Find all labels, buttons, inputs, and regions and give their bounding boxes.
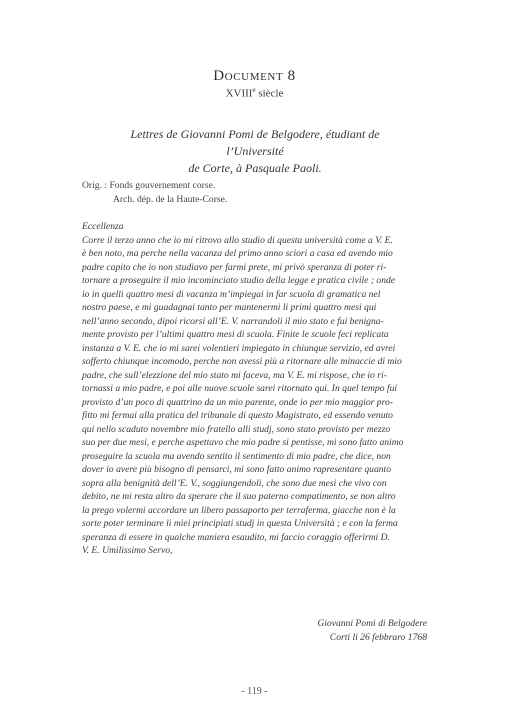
letter-line: è ben noto, ma perche nella vacanza del primo anno sciori a casa ed avendo mio <box>82 248 393 259</box>
letter-line: suo per due mesi, e perche aspettavo che mio padre si pentisse, mi sono fatto animo <box>82 437 404 448</box>
letter-line: debito, ne mi resta altro da sperare che il suo paterno compatimento, se non altro <box>82 491 396 502</box>
letter-line: padre capito che io non studiavo per farmi prete, mi privò speranza di poter ri- <box>82 261 387 273</box>
letter-line: mente provisto per l’ultimi quattro mesi di scuola. Finite le scuole feci replicata <box>82 329 389 340</box>
origin-line-2: Arch. dép. de la Haute-Corse. <box>113 193 228 205</box>
letter-line: proseguire la scuola ma avendo sentito il sentimento di mio padre, che dice, non <box>82 450 391 462</box>
letter-heading <box>110 126 400 177</box>
page-number: - 119 - <box>241 686 268 697</box>
century-label <box>0 86 509 100</box>
letter-body <box>82 220 428 558</box>
letter-line: speranza di essere in qualche maniera esaudito, mi faccio coraggio offerirmi D. <box>82 531 390 543</box>
letter-line: V. E. Umilissimo Servo, <box>82 545 173 556</box>
heading-line-1: Lettres de Giovanni Pomi de Belgodere, étudiant de l’Université <box>130 127 380 158</box>
letter-line: qui nello scaduto novembre mio fratello alli studj, sono stato provisto per mezzo <box>82 423 391 435</box>
origin-line-1: Orig. : Fonds gouvernement corse. <box>82 180 216 191</box>
letter-line: sofferto chiunque incomodo, perche non avessi più a ritornare alle minaccie di mio <box>82 356 402 367</box>
letter-line: instanza a V. E. che io mi sarei volentieri impiegato in chiunque servizio, ed avrei <box>82 342 396 354</box>
letter-line: sorte poter terminare li miei principiati studj in questa Università ; e con la ferma <box>82 518 398 529</box>
document-title: Document 8 <box>213 68 296 84</box>
letter-line: nell’anno secondo, dipoi ricorsi all’E. V. narrandoli il mio stato e fui benigna- <box>82 315 384 327</box>
letter-line: padre, che sull’elezzione del mio stato mi faceva, ma V. E. mi rispose, che io ri- <box>82 369 387 381</box>
origin-note <box>82 179 422 206</box>
letter-line: dover io avere più bisogno di pensarci, mi sono fatto animo rapresentare quanto <box>82 464 392 475</box>
letter-line: provisto d’un poco di quattrino da un mio parente, onde io per mio maggior pro- <box>82 396 393 408</box>
letter-line: Corre il terzo anno che io mi ritrovo allo studio di questa università come a V. E. <box>82 234 393 246</box>
letter-line: io in quelli quattro mesi di vacanza m’impiegai in far scuola di gramatica nel <box>82 288 381 300</box>
letter-salutation: Eccellenza <box>82 221 124 232</box>
century-word: siècle <box>255 87 284 100</box>
letter-line: fitto mi fermai alla pratica del tribunale di questo Magistrato, ed essendo venuto <box>82 410 393 421</box>
letter-line: tornassi a mio padre, e poi alle nuove scuole sarei ritornato qui. In quel tempo fui <box>82 383 398 394</box>
century-suffix: e <box>252 86 256 94</box>
signature-place-date: Corti li 26 febbraro 1768 <box>329 631 427 643</box>
letter-line: tornare a proseguire il mio incominciato studio della legge e pratica civile ; onde <box>82 275 396 286</box>
letter-line: la prego volermi accordare un libero passaporto per terraferma, giacche non è la <box>82 504 396 516</box>
century-numeral: XVIII <box>225 87 253 100</box>
heading-line-2: de Corte, à Pasquale Paoli. <box>188 161 322 175</box>
letter-line: nostro paese, e mi guadagnai tanto per mantenermi li primi quattro mesi qui <box>82 302 377 313</box>
signature-block <box>207 617 427 644</box>
letter-line: sopra alla benignità dell’E. V., soggiungendoli, che sono due mesi che vivo con <box>82 477 387 489</box>
signature-name: Giovanni Pomi di Belgodere <box>317 618 427 629</box>
